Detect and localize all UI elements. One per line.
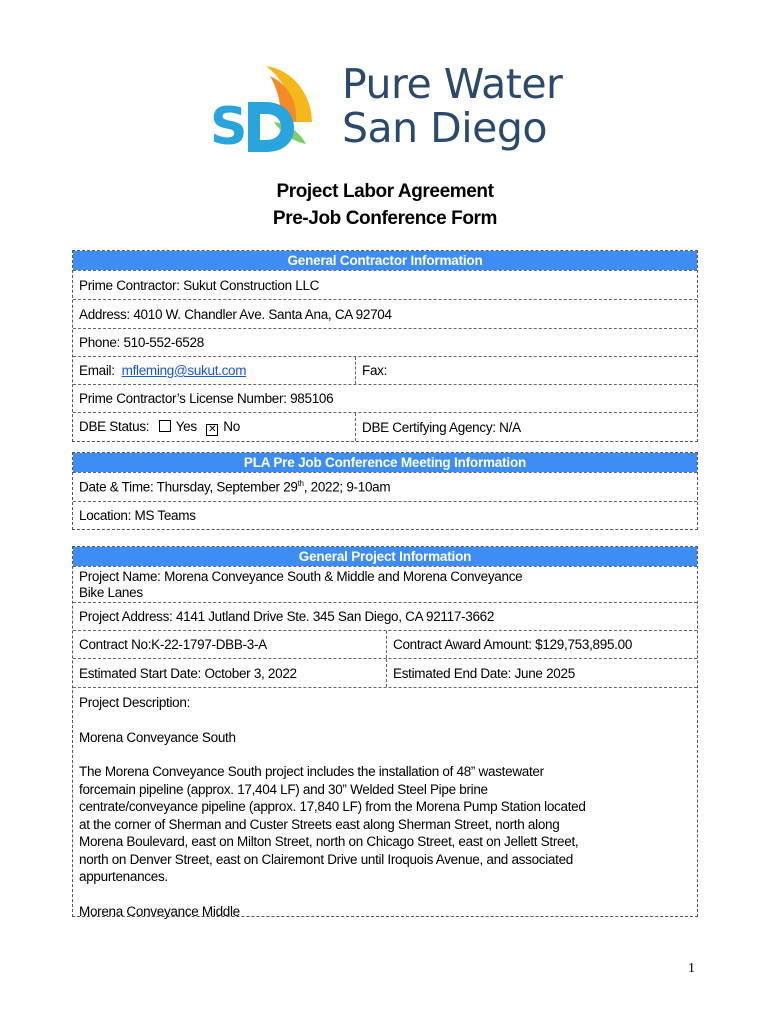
form-title: Project Labor Agreement — [276, 181, 494, 202]
svg-text:S: S — [210, 97, 248, 157]
form-subtitle: Pre-Job Conference Form — [272, 208, 498, 229]
project-address-field[interactable]: Project Address: 4141 Jutland Drive Ste. 345 San Diego, CA 92117-3662 — [79, 609, 495, 624]
email-field[interactable] — [73, 363, 355, 378]
logo-line-1: Pure Water — [342, 60, 563, 108]
project-name-line-2: Bike Lanes — [79, 585, 143, 600]
address-row — [73, 299, 697, 328]
south-title: Morena Conveyance South — [79, 729, 236, 745]
dates-row — [73, 658, 697, 687]
project-name-line-1: Project Name: Morena Conveyance South & Middle and Morena Conveyance — [79, 569, 523, 584]
phone-row — [73, 328, 697, 356]
datetime-prefix: Date & Time: Thursday, September 29 — [79, 479, 298, 495]
location-field[interactable]: Location: MS Teams — [79, 508, 196, 523]
project-section — [72, 546, 698, 917]
award-amount-field[interactable]: Contract Award Amount: $129,753,895.00 — [386, 631, 697, 658]
license-field[interactable]: Prime Contractor’s License Number: 985106 — [79, 391, 334, 406]
dbe-agency-field[interactable]: DBE Certifying Agency: N/A — [355, 413, 697, 441]
dbe-no-checkbox[interactable]: ✕ — [208, 424, 217, 435]
description-line: Morena Boulevard, east on Milton Street, north on Chicago Street, east on Jellett Street, — [79, 834, 579, 849]
page-number: 1 — [688, 961, 695, 976]
dbe-yes-label: Yes — [175, 419, 197, 434]
description-line: forcemain pipeline (approx. 17,404 LF) and 30” Welded Steel Pipe brine — [79, 781, 488, 797]
dbe-row — [73, 412, 697, 441]
description-line: appurtenances. — [79, 869, 168, 884]
email-label: Email: — [79, 363, 119, 378]
description-line: centrate/conveyance pipeline (approx. 17,840 LF) from the Morena Pump Station located — [79, 799, 586, 814]
license-row — [73, 384, 697, 412]
description-line: north on Denver Street, east on Clairemont Drive until Iroquois Avenue, and associated — [79, 851, 573, 867]
start-date-field[interactable]: Estimated Start Date: October 3, 2022 — [79, 665, 297, 681]
dbe-status-field — [73, 419, 355, 435]
dbe-status-label: DBE Status: — [79, 419, 150, 434]
project-name-row — [73, 566, 697, 602]
email-fax-row — [73, 356, 697, 384]
email-link[interactable]: mfleming@sukut.com — [121, 363, 247, 378]
project-description-field[interactable] — [73, 687, 697, 919]
end-date-field[interactable]: Estimated End Date: June 2025 — [386, 659, 697, 687]
address-field[interactable]: Address: 4010 W. Chandler Ave. Santa Ana, CA 92704 — [79, 306, 392, 322]
sd-logo-mark-icon — [208, 62, 334, 158]
dbe-no-label: No — [223, 419, 240, 434]
section-heading: General Project Information — [73, 547, 697, 566]
dbe-yes-checkbox[interactable] — [159, 420, 171, 432]
phone-field[interactable]: Phone: 510-552-6528 — [79, 335, 204, 350]
datetime-suffix: , 2022; 9-10am — [303, 479, 391, 495]
datetime-row — [73, 472, 697, 501]
fax-field[interactable]: Fax: — [355, 357, 697, 384]
section-heading: General Contractor Information — [73, 251, 697, 270]
contract-number-field[interactable]: Contract No:K-22-1797-DBB-3-A — [79, 637, 267, 652]
project-name-field[interactable] — [73, 567, 528, 601]
general-contractor-section — [72, 250, 698, 442]
location-row — [73, 501, 697, 529]
pure-water-san-diego-logo — [208, 62, 568, 158]
section-heading: PLA Pre Job Conference Meeting Information — [73, 453, 697, 472]
description-line: The Morena Conveyance South project includes the installation of 48” wastewater — [79, 764, 544, 779]
datetime-field[interactable] — [73, 479, 396, 495]
project-address-row — [73, 602, 697, 630]
meeting-section — [72, 452, 698, 530]
prime-contractor-row — [73, 270, 697, 299]
south-description — [79, 763, 691, 886]
datetime-sup: th — [297, 479, 304, 489]
middle-title: Morena Conveyance Middle — [79, 903, 240, 919]
logo-line-2: San Diego — [342, 104, 547, 152]
description-label: Project Description: — [79, 695, 191, 710]
prime-contractor-field[interactable]: Prime Contractor: Sukut Construction LLC — [79, 277, 320, 293]
description-line: at the corner of Sherman and Custer Streets east along Sherman Street, north along — [79, 816, 560, 832]
contract-row — [73, 630, 697, 658]
